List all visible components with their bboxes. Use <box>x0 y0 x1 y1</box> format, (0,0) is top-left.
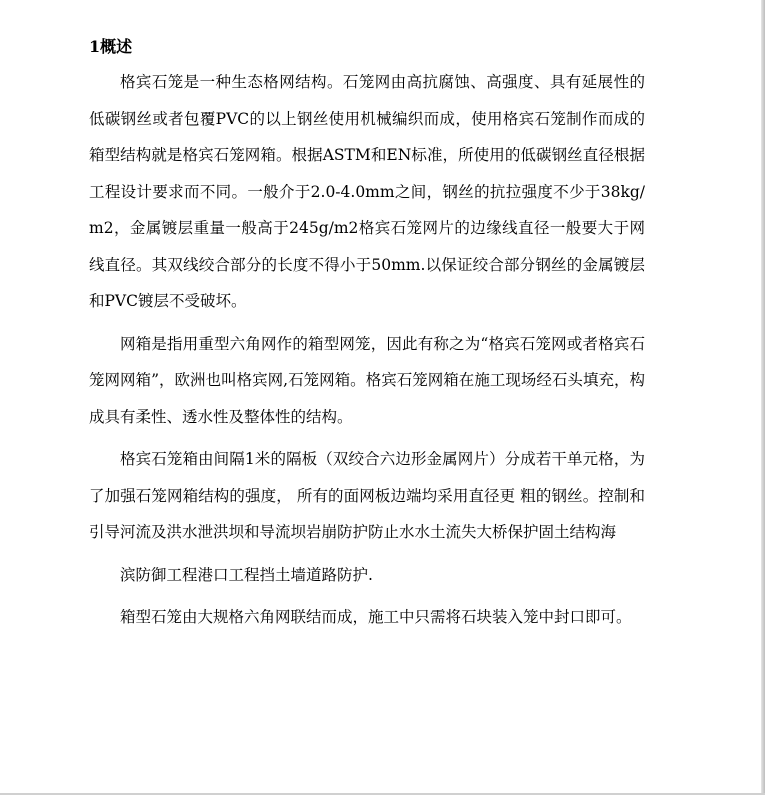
paragraph-gabion-overview: 格宾石笼是一种生态格网结构。石笼网由高抗腐蚀、高强度、具有延展性的低碳钢丝或者包覆PVC的以上钢丝使用机械编织而成，使用格宾石笼制作而成的箱型结构就是格宾石笼网箱。根据ASTM和EN标准，所使用的低碳钢丝直径根据工程设计要求而不同。一般介于2.0-4.0mm之间，钢丝的抗拉强度不少于38kg/m2，金属镀层重量一般高于245g/m2格宾石笼网片的边缘线直径一般要大于网线直径。其双线绞合部分的长度不得小于50mm.以保证绞合部分钢丝的金属镀层和PVC镀层不受破坏。 <box>89 73 645 310</box>
paragraph-partition-applications: 格宾石笼箱由间隔1米的隔板（双绞合六边形金属网片）分成若干单元格，为了加强石笼网箱结构的强度， 所有的面网板边端均采用直径更 粗的钢丝。控制和引导河流及洪水泄洪坝和导流坝岩崩防护防止水水土流失大桥保护固土结构海 <box>89 450 645 541</box>
section-heading: 1概述 <box>89 37 133 56</box>
paragraph-mesh-box: 网箱是指用重型六角网作的箱型网笼，因此有称之为“格宾石笼网或者格宾石笼网网箱”，欧洲也叫格宾网,石笼网箱。格宾石笼网箱在施工现场经石头填充，构成具有柔性、透水性及整体性的结构。 <box>89 334 645 426</box>
document-body <box>89 30 645 636</box>
paragraph-box-construction: 箱型石笼由大规格六角网联结而成，施工中只需将石块装入笼中封口即可。 <box>120 608 632 626</box>
page-edge-shadow <box>761 0 765 795</box>
paragraph-coastal-defense: 滨防御工程港口工程挡土墙道路防护. <box>120 565 373 584</box>
